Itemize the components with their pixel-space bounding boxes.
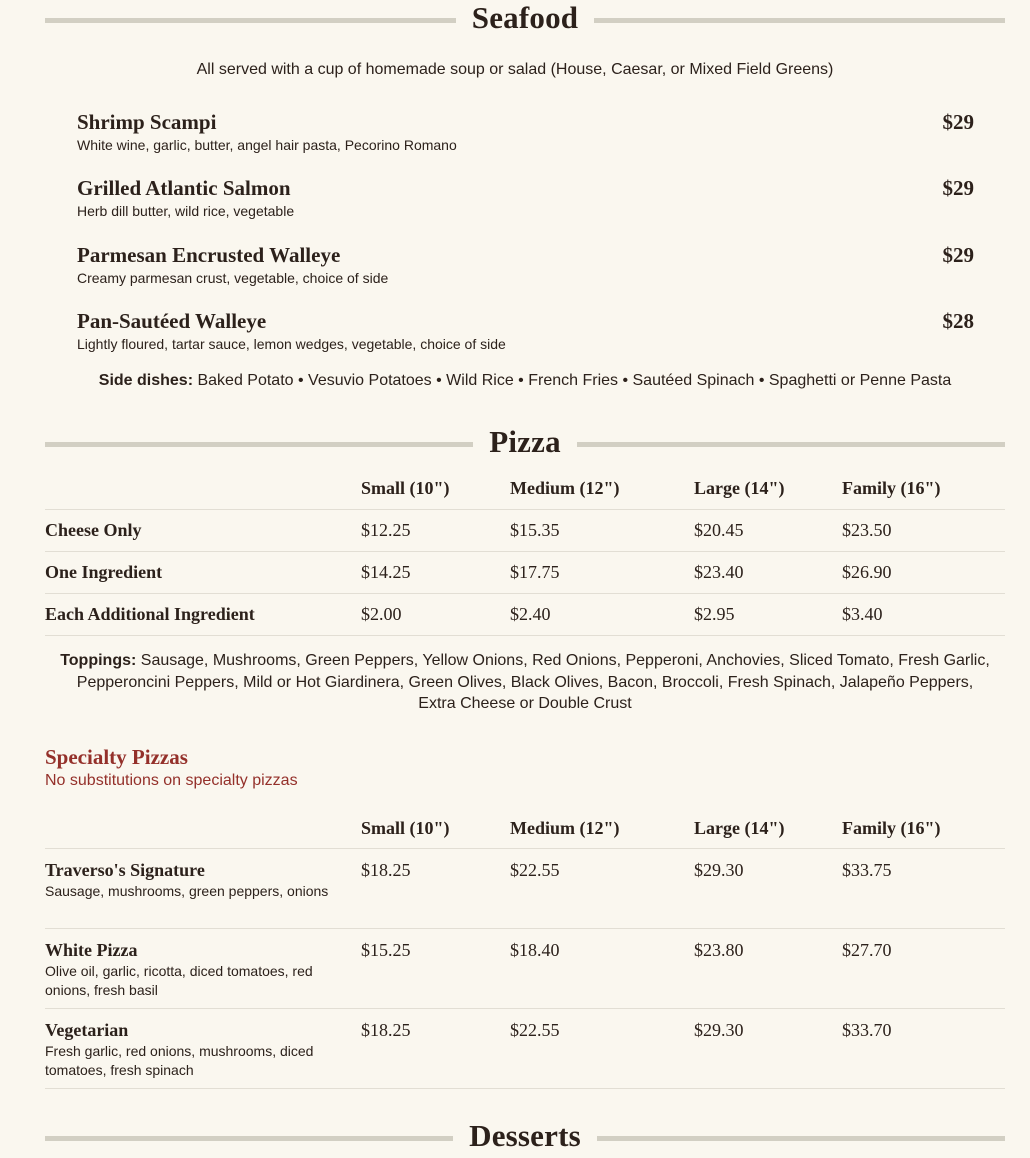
item-name: Parmesan Encrusted Walleye bbox=[77, 243, 341, 267]
seafood-note: All served with a cup of homemade soup or salad (House, Caesar, or Mixed Field Greens) bbox=[196, 61, 834, 78]
pizza-price-table bbox=[45, 468, 1005, 636]
row-label: One Ingredient bbox=[45, 552, 361, 594]
price-cell: $2.00 bbox=[361, 594, 510, 636]
price-cell bbox=[694, 1009, 842, 1089]
table-row bbox=[45, 929, 1005, 1009]
header-cell: Small (10") bbox=[361, 817, 450, 838]
header-cell: Family (16") bbox=[842, 817, 941, 838]
price: $27.70 bbox=[842, 940, 892, 960]
toppings-list: Sausage, Mushrooms, Green Peppers, Yellow Onions, Red Onions, Pepperoni, Anchovies, Sliced Tomato, Fresh Garlic, Pepperoncini Peppers, Mild or Hot Giardinera, Green Olives, Black Olives, Bacon, Broccoli, Fresh Spinach, Jalapeño Peppers, Extra Cheese or Double Crust bbox=[76, 652, 990, 712]
pizza-desc: Fresh garlic, red onions, mushrooms, diced tomatoes, fresh spinach bbox=[45, 1043, 314, 1078]
price-cell bbox=[842, 929, 1005, 1009]
table-header-row bbox=[45, 468, 1005, 510]
header-cell: Large (14") bbox=[694, 478, 785, 498]
price: $22.55 bbox=[510, 1020, 560, 1040]
price: $29.30 bbox=[694, 860, 744, 880]
price-cell: $20.45 bbox=[694, 510, 842, 552]
header-cell: Small (10") bbox=[361, 478, 450, 498]
pizza-name: White Pizza bbox=[45, 940, 138, 960]
header-cell bbox=[45, 468, 361, 510]
table-row bbox=[45, 1009, 1005, 1089]
side-dishes-list: Baked Potato • Vesuvio Potatoes • Wild Rice • French Fries • Sautéed Spinach • Spaghetti or Penne Pasta bbox=[197, 372, 952, 389]
table-row bbox=[45, 552, 1005, 594]
price-cell bbox=[842, 849, 1005, 929]
price-cell: $14.25 bbox=[361, 552, 510, 594]
toppings bbox=[60, 650, 990, 715]
price-cell bbox=[842, 1009, 1005, 1089]
specialty-title: Specialty Pizzas bbox=[45, 745, 188, 769]
price-cell bbox=[510, 1009, 694, 1089]
pizza-desc: Sausage, mushrooms, green peppers, onions bbox=[45, 883, 329, 899]
table-row bbox=[45, 849, 1005, 929]
price-cell: $17.75 bbox=[510, 552, 694, 594]
menu-item bbox=[77, 308, 974, 353]
item-price: $28 bbox=[942, 309, 974, 333]
price-cell bbox=[510, 929, 694, 1009]
row-label: Cheese Only bbox=[45, 510, 361, 552]
table-row bbox=[45, 510, 1005, 552]
price-cell bbox=[361, 849, 510, 929]
price-cell bbox=[361, 929, 510, 1009]
price-cell bbox=[510, 849, 694, 929]
pizza-name: Traverso's Signature bbox=[45, 860, 205, 880]
header-cell: Large (14") bbox=[694, 817, 785, 838]
pizza-cell bbox=[45, 929, 361, 1009]
seafood-header bbox=[45, 0, 1005, 40]
menu-item bbox=[77, 242, 974, 287]
section-title: Pizza bbox=[45, 424, 1005, 460]
section-title: Seafood bbox=[45, 0, 1005, 36]
table-row bbox=[45, 594, 1005, 636]
pizza-desc: Olive oil, garlic, ricotta, diced tomatoes, red onions, fresh basil bbox=[45, 963, 313, 998]
header-cell: Medium (12") bbox=[510, 817, 620, 838]
price-cell: $26.90 bbox=[842, 552, 1005, 594]
price-cell: $12.25 bbox=[361, 510, 510, 552]
desserts-header bbox=[45, 1118, 1005, 1158]
price: $22.55 bbox=[510, 860, 560, 880]
side-dishes-label: Side dishes: bbox=[98, 372, 194, 389]
item-desc: White wine, garlic, butter, angel hair pasta, Pecorino Romano bbox=[77, 137, 457, 153]
price-cell: $2.95 bbox=[694, 594, 842, 636]
price-cell bbox=[694, 929, 842, 1009]
price: $33.75 bbox=[842, 860, 892, 880]
header-cell: Medium (12") bbox=[510, 478, 620, 498]
price-cell: $3.40 bbox=[842, 594, 1005, 636]
specialty-price-table bbox=[45, 808, 1005, 1089]
item-name: Grilled Atlantic Salmon bbox=[77, 176, 291, 200]
pizza-cell bbox=[45, 1009, 361, 1089]
table-header-row bbox=[45, 808, 1005, 849]
price: $18.25 bbox=[361, 860, 411, 880]
item-desc: Lightly floured, tartar sauce, lemon wedges, vegetable, choice of side bbox=[77, 336, 506, 352]
price-cell: $2.40 bbox=[510, 594, 694, 636]
section-title: Desserts bbox=[45, 1118, 1005, 1154]
item-desc: Herb dill butter, wild rice, vegetable bbox=[77, 203, 295, 219]
pizza-cell bbox=[45, 849, 361, 929]
price: $23.80 bbox=[694, 940, 744, 960]
item-price: $29 bbox=[942, 176, 974, 200]
header-cell bbox=[45, 808, 361, 849]
price: $18.25 bbox=[361, 1020, 411, 1040]
pizza-name: Vegetarian bbox=[45, 1020, 129, 1040]
price: $15.25 bbox=[361, 940, 411, 960]
side-dishes bbox=[45, 372, 1005, 390]
price: $18.40 bbox=[510, 940, 560, 960]
item-desc: Creamy parmesan crust, vegetable, choice of side bbox=[77, 270, 389, 286]
specialty-note: No substitutions on specialty pizzas bbox=[45, 772, 298, 789]
menu-item bbox=[77, 109, 974, 154]
item-price: $29 bbox=[942, 110, 974, 134]
price-cell bbox=[361, 1009, 510, 1089]
header-cell: Family (16") bbox=[842, 478, 941, 498]
item-name: Pan-Sautéed Walleye bbox=[77, 309, 267, 333]
price-cell: $23.50 bbox=[842, 510, 1005, 552]
price-cell: $23.40 bbox=[694, 552, 842, 594]
price-cell bbox=[694, 849, 842, 929]
price: $33.70 bbox=[842, 1020, 892, 1040]
toppings-label: Toppings: bbox=[60, 652, 137, 669]
row-label: Each Additional Ingredient bbox=[45, 594, 361, 636]
price: $29.30 bbox=[694, 1020, 744, 1040]
price-cell: $15.35 bbox=[510, 510, 694, 552]
item-name: Shrimp Scampi bbox=[77, 110, 217, 134]
item-price: $29 bbox=[942, 243, 974, 267]
menu-item bbox=[77, 175, 974, 220]
pizza-header bbox=[45, 424, 1005, 464]
